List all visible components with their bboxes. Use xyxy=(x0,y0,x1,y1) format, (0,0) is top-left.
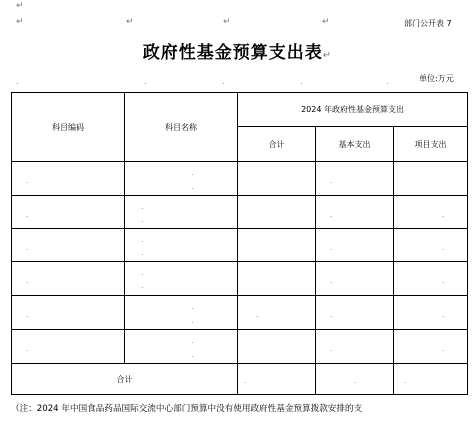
paragraph-mark: . xyxy=(442,210,445,219)
table-cell xyxy=(125,296,238,330)
paragraph-mark: . xyxy=(330,176,333,185)
paragraph-mark: ↵ xyxy=(322,50,333,61)
paragraph-mark: . xyxy=(354,376,357,385)
table-cell xyxy=(394,296,468,330)
header-cell-name xyxy=(125,93,238,162)
paragraph-mark: . xyxy=(26,310,29,319)
table-cell xyxy=(394,162,468,196)
paragraph-mark: ↵ xyxy=(126,17,134,27)
paragraph-mark: . xyxy=(442,310,445,319)
table-cell xyxy=(238,330,316,364)
paragraph-mark: . xyxy=(16,77,19,87)
paragraph-mark: . xyxy=(300,77,303,87)
paragraph-mark: ↵ xyxy=(16,17,24,27)
paragraph-mark: . xyxy=(191,182,194,191)
table-cell xyxy=(12,196,125,229)
total-row-label: 合计 xyxy=(116,374,133,384)
table-cell xyxy=(316,262,394,296)
paragraph-mark: . xyxy=(191,336,194,345)
col-project-label: 项目支出 xyxy=(414,139,447,149)
table-cell xyxy=(394,364,468,395)
paragraph-mark: . xyxy=(191,316,194,325)
paragraph-mark: . xyxy=(141,248,144,257)
table-cell xyxy=(238,229,316,262)
paragraph-mark: . xyxy=(222,77,225,87)
table-cell xyxy=(316,330,394,364)
table-cell xyxy=(125,162,238,196)
table-cell xyxy=(316,196,394,229)
paragraph-mark: . xyxy=(144,77,147,87)
table-row xyxy=(12,296,468,330)
paragraph-mark: . xyxy=(256,310,259,319)
total-row xyxy=(12,364,468,395)
paragraph-mark: . xyxy=(141,202,144,211)
col-group-label: 2024 年政府性基金预算支出 xyxy=(301,105,404,114)
paragraph-mark: . xyxy=(26,276,29,285)
paragraph-mark: . xyxy=(330,243,333,252)
footnote: （注：2024 年中国食品药品国际交流中心部门预算中没有使用政府性基金预算拨款安排的支 xyxy=(11,404,363,414)
table-cell xyxy=(125,262,238,296)
budget-table xyxy=(11,92,468,395)
table-cell xyxy=(394,229,468,262)
col-basic-label: 基本支出 xyxy=(338,139,371,149)
paragraph-mark: . xyxy=(26,243,29,252)
paragraph-mark: . xyxy=(442,344,445,353)
paragraph-mark: . xyxy=(330,210,333,219)
paragraph-mark: . xyxy=(330,344,333,353)
table-cell xyxy=(12,330,125,364)
header-cell-group xyxy=(238,93,468,127)
table-cell xyxy=(238,162,316,196)
table-cell xyxy=(238,364,316,395)
table-cell xyxy=(316,296,394,330)
paragraph-mark: . xyxy=(330,310,333,319)
table-row xyxy=(12,229,468,262)
paragraph-mark: . xyxy=(191,302,194,311)
table-cell xyxy=(125,229,238,262)
table-cell xyxy=(394,330,468,364)
table-cell xyxy=(12,229,125,262)
header-cell-project xyxy=(394,127,468,162)
table-cell xyxy=(125,196,238,229)
dept-table-label: 部门公开表 7 xyxy=(404,19,452,28)
paragraph-mark: ↵ xyxy=(223,17,231,27)
table-cell xyxy=(394,196,468,229)
paragraph-mark: . xyxy=(26,210,29,219)
header-cell-total xyxy=(238,127,316,162)
paragraph-mark: . xyxy=(442,243,445,252)
paragraph-mark: . xyxy=(141,281,144,290)
unit-label: 单位:万元 xyxy=(419,74,454,83)
table-cell xyxy=(12,162,125,196)
paragraph-mark: . xyxy=(330,276,333,285)
table-row xyxy=(12,162,468,196)
page-title xyxy=(0,38,475,63)
header-cell-basic xyxy=(316,127,394,162)
col-code-label: 科目编码 xyxy=(52,122,84,132)
table-row xyxy=(12,262,468,296)
table-cell xyxy=(316,229,394,262)
paragraph-mark: ↵ xyxy=(16,1,24,11)
col-total-label: 合计 xyxy=(268,139,285,149)
table-cell xyxy=(394,262,468,296)
paragraph-mark: . xyxy=(191,350,194,359)
table-cell xyxy=(12,296,125,330)
paragraph-mark: . xyxy=(244,376,247,385)
title-text: 政府性基金预算支出表 xyxy=(142,43,323,63)
paragraph-mark: . xyxy=(141,268,144,277)
col-name-label: 科目名称 xyxy=(165,122,197,132)
header-cell-code xyxy=(12,93,125,162)
paragraph-mark: . xyxy=(404,376,407,385)
paragraph-mark: . xyxy=(141,235,144,244)
paragraph-mark: . xyxy=(442,276,445,285)
paragraph-mark: ↵ xyxy=(322,17,330,27)
table-row xyxy=(12,330,468,364)
paragraph-mark: . xyxy=(26,344,29,353)
table-cell xyxy=(238,196,316,229)
table-cell xyxy=(238,262,316,296)
paragraph-mark: . xyxy=(386,77,389,87)
paragraph-mark: . xyxy=(191,168,194,177)
table-cell xyxy=(316,162,394,196)
paragraph-mark: . xyxy=(141,215,144,224)
table-cell xyxy=(316,364,394,395)
total-label-cell xyxy=(12,364,238,395)
table-row xyxy=(12,196,468,229)
table-cell xyxy=(125,330,238,364)
paragraph-mark: . xyxy=(26,176,29,185)
table-cell xyxy=(238,296,316,330)
table-cell xyxy=(12,262,125,296)
